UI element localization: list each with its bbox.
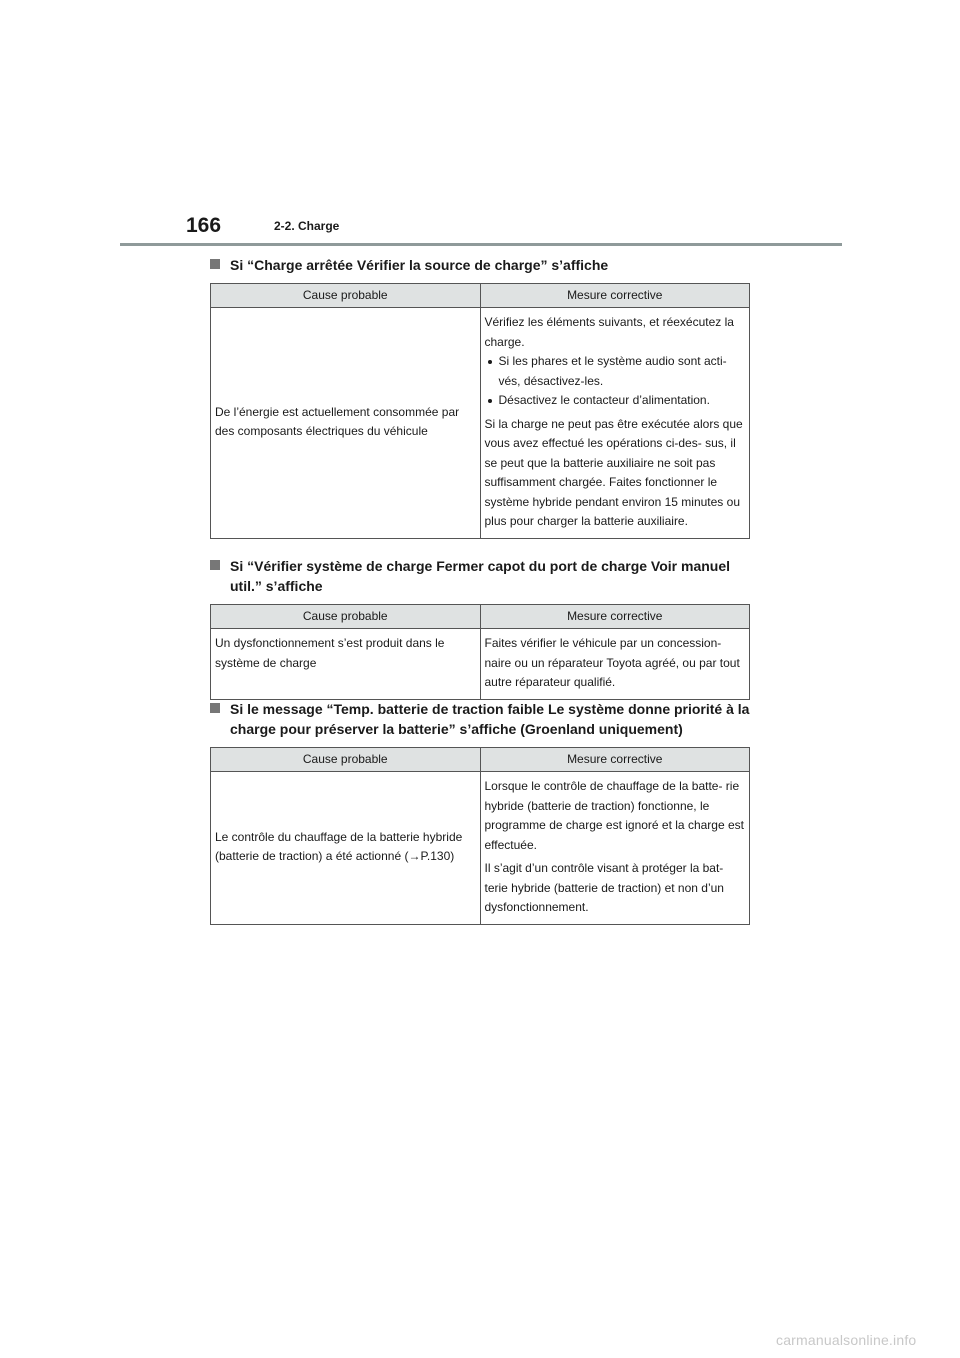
list-item [485, 352, 746, 391]
section-charge-stopped [210, 255, 750, 539]
column-header-action: Mesure corrective [480, 284, 750, 308]
watermark: carmanualsonline.info [776, 1332, 917, 1348]
table-row [211, 772, 750, 925]
section-heading [210, 255, 750, 275]
square-bullet-icon [210, 560, 220, 570]
section-label: 2-2. Charge [274, 219, 340, 233]
cause-table [210, 283, 750, 539]
action-cell: Faites vérifier le véhicule par un concession- naire ou un réparateur Toyota agréé, ou par tout autre réparateur qualifié. [480, 629, 750, 700]
list-item [485, 391, 746, 411]
section-heading [210, 556, 750, 596]
table-row [211, 308, 750, 539]
dot-bullet-icon [488, 360, 492, 364]
column-header-cause: Cause probable [211, 284, 481, 308]
section-heading [210, 699, 750, 739]
table-header-row [211, 748, 750, 772]
action-paragraph: Il s’agit d’un contrôle visant à protéger la bat- terie hybride (batterie de traction) et non d’un dysfonctionnement. [484, 861, 724, 914]
section-heading-text: Si le message “Temp. batterie de traction faible Le système donne priorité à la charge pour préserver la batterie” s’affiche (Groenland uniquement) [230, 701, 750, 737]
column-header-action: Mesure corrective [480, 748, 750, 772]
cause-cell: Le contrôle du chauffage de la batterie hybride (batterie de traction) a été actionné (→P.130) [211, 772, 481, 925]
list-item-text: Si les phares et le système audio sont acti- vés, désactivez-les. [498, 354, 727, 388]
column-header-cause: Cause probable [211, 748, 481, 772]
action-note: Si la charge ne peut pas être exécutée alors que vous avez effectué les opérations ci-des- sus, il se peut que la batterie auxiliaire ne soit pas suffisamment chargée. Faites fonctionner le système hybride pendant environ 15 minutes ou plus pour charger la batterie auxiliaire. [484, 416, 743, 528]
section-low-battery-temp [210, 699, 750, 925]
table-row [211, 629, 750, 700]
table-header-row [211, 605, 750, 629]
list-item-text: Désactivez le contacteur d’alimentation. [498, 393, 710, 407]
action-cell [480, 308, 750, 539]
action-paragraph: Lorsque le contrôle de chauffage de la batte- rie hybride (batterie de traction) fonctionne, le programme de charge est ignoré et la charge est effectuée. [484, 779, 744, 852]
cause-table [210, 747, 750, 925]
section-heading-text: Si “Charge arrêtée Vérifier la source de charge” s’affiche [230, 257, 609, 273]
action-intro: Vérifiez les éléments suivants, et réexécutez la charge. [484, 315, 734, 349]
cause-cell: Un dysfonctionnement s’est produit dans le système de charge [211, 629, 481, 700]
square-bullet-icon [210, 703, 220, 713]
square-bullet-icon [210, 259, 220, 269]
table-header-row [211, 284, 750, 308]
cause-table [210, 604, 750, 700]
section-heading-text: Si “Vérifier système de charge Fermer capot du port de charge Voir manuel util.” s’affiche [230, 558, 731, 594]
cause-cell: De l’énergie est actuellement consommée par des composants électriques du véhicule [211, 308, 481, 539]
section-check-charging-system [210, 556, 750, 700]
header-divider [120, 243, 842, 246]
column-header-action: Mesure corrective [480, 605, 750, 629]
page-number: 166 [186, 214, 222, 237]
column-header-cause: Cause probable [211, 605, 481, 629]
action-cell [480, 772, 750, 925]
dot-bullet-icon [488, 399, 492, 403]
